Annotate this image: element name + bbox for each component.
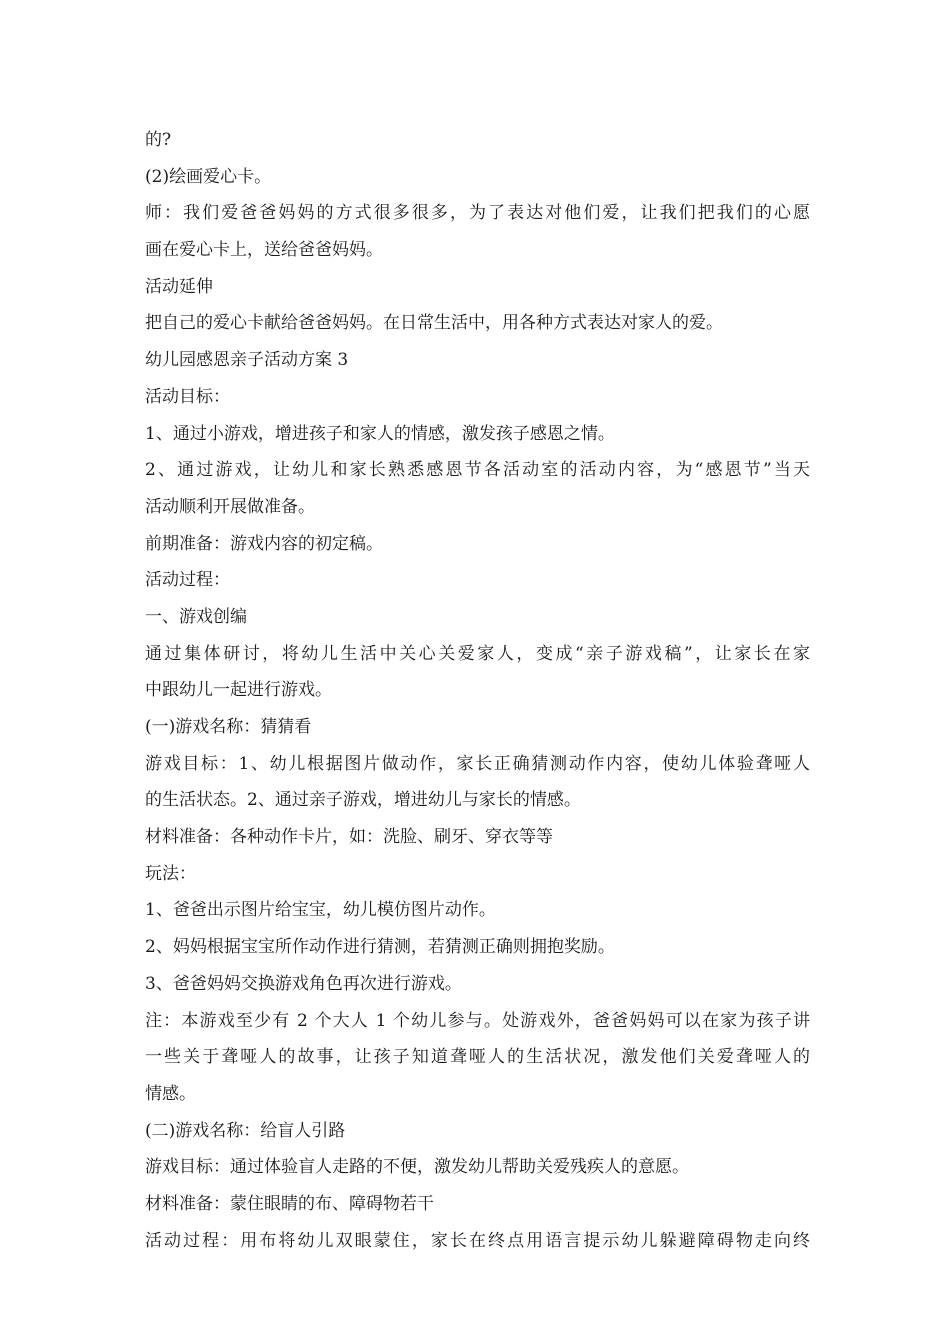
text-line: 的? <box>145 130 172 150</box>
text-line: 前期准备：游戏内容的初定稿。 <box>145 533 383 554</box>
text-line: 活动过程： <box>145 570 230 591</box>
text-line: 活动过程：用布将幼儿双眼蒙住，家长在终点用语言提示幼儿躲避障碍物走向终 <box>145 1230 810 1251</box>
text-line: 师：我们爱爸爸妈妈的方式很多很多，为了表达对他们爱，让我们把我们的心愿 <box>145 203 810 224</box>
document-body <box>145 122 810 1259</box>
section-heading: 活动延伸 <box>145 276 213 297</box>
text-line: 的生活状态。2、通过亲子游戏，增进幼儿与家长的情感。 <box>145 790 581 811</box>
text-line: 游戏目标：1、幼儿根据图片做动作，家长正确猜测动作内容，使幼儿体验聋哑人 <box>145 753 810 774</box>
text-line: 画在爱心卡上，送给爸爸妈妈。 <box>145 240 383 261</box>
text-line: 通过集体研讨，将幼儿生活中关心关爱家人，变成“亲子游戏稿”，让家长在家 <box>145 643 810 664</box>
text-line: 1、爸爸出示图片给宝宝，幼儿模仿图片动作。 <box>145 900 496 921</box>
text-line: 玩法： <box>145 863 196 884</box>
section-heading: 一、游戏创编 <box>145 606 247 627</box>
text-line: 活动目标： <box>145 386 230 407</box>
text-line: 游戏目标：通过体验盲人走路的不便，激发幼儿帮助关爱残疾人的意愿。 <box>145 1157 689 1178</box>
text-line: 材料准备：蒙住眼睛的布、障碍物若干 <box>145 1193 434 1214</box>
section-heading: 幼儿园感恩亲子活动方案 3 <box>145 350 349 371</box>
text-line: 注：本游戏至少有 2 个大人 1 个幼儿参与。处游戏外，爸爸妈妈可以在家为孩子讲 <box>145 1010 810 1031</box>
text-line: 材料准备：各种动作卡片，如：洗脸、刷牙、穿衣等等 <box>145 827 553 848</box>
text-line: 1、通过小游戏，增进孩子和家人的情感，激发孩子感恩之情。 <box>145 423 615 444</box>
text-line: 2、妈妈根据宝宝所作动作进行猜测，若猜测正确则拥抱奖励。 <box>145 937 615 958</box>
text-line: 活动顺利开展做准备。 <box>145 496 315 517</box>
text-line: 3、爸爸妈妈交换游戏角色再次进行游戏。 <box>145 973 462 994</box>
text-line: 把自己的爱心卡献给爸爸妈妈。在日常生活中，用各种方式表达对家人的爱。 <box>145 313 723 334</box>
text-line: 中跟幼儿一起进行游戏。 <box>145 680 332 701</box>
section-heading: (二)游戏名称：给盲人引路 <box>145 1120 346 1141</box>
text-line: 2、通过游戏，让幼儿和家长熟悉感恩节各活动室的活动内容，为“感恩节”当天 <box>145 460 810 481</box>
section-heading: (一)游戏名称：猜猜看 <box>145 717 312 737</box>
text-line: 情感。 <box>145 1083 196 1104</box>
text-line: 一些关于聋哑人的故事，让孩子知道聋哑人的生活状况，激发他们关爱聋哑人的 <box>145 1047 810 1068</box>
text-line: (2)绘画爱心卡。 <box>145 166 272 187</box>
